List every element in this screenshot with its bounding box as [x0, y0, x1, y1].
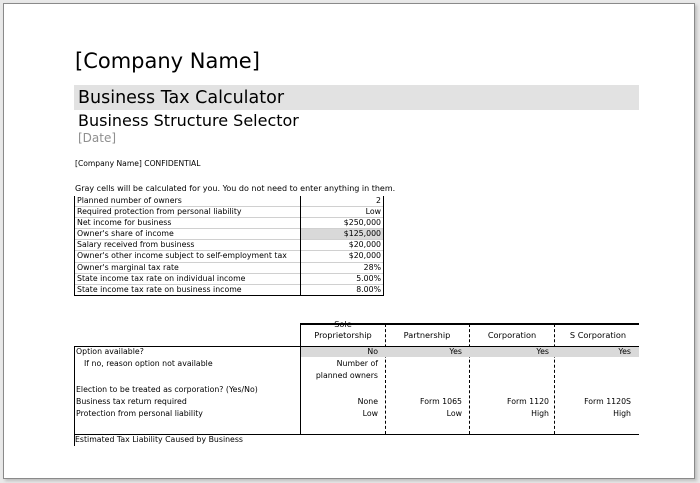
page-subtitle[interactable]: Business Structure Selector — [78, 111, 299, 130]
input-cell[interactable]: 8.00% — [301, 284, 384, 295]
input-cell[interactable]: $20,000 — [301, 251, 384, 262]
column-header-corporation[interactable]: Corporation — [487, 330, 537, 340]
tax-return-partnership[interactable]: Form 1065 — [420, 397, 462, 406]
input-cell[interactable]: $20,000 — [301, 240, 384, 251]
reason-line-2[interactable]: planned owners — [315, 371, 378, 380]
input-label: State income tax rate on individual income — [75, 273, 301, 284]
input-label: Owner's share of income — [75, 229, 301, 240]
table-row — [75, 262, 384, 273]
calculated-cell[interactable]: $125,000 — [301, 229, 384, 240]
column-divider — [300, 323, 301, 346]
table-row — [75, 273, 384, 284]
confidential-label[interactable]: [Company Name] CONFIDENTIAL — [75, 159, 201, 168]
option-available-partnership[interactable]: Yes — [449, 347, 462, 356]
row-label-election: Election to be treated as corporation? (Yes/No) — [76, 385, 258, 394]
left-border — [74, 346, 75, 434]
input-label: Owner's marginal tax rate — [75, 262, 301, 273]
table-row — [75, 207, 384, 218]
input-cell[interactable]: 28% — [301, 262, 384, 273]
column-divider — [385, 324, 386, 434]
column-divider — [469, 324, 470, 434]
row-label-reason: If no, reason option not available — [84, 359, 213, 368]
input-label: Net income for business — [75, 218, 301, 229]
tax-return-sole-prop[interactable]: None — [357, 397, 378, 406]
input-label: Required protection from personal liability — [75, 207, 301, 218]
column-divider — [554, 324, 555, 434]
table-row — [75, 196, 384, 207]
column-divider — [300, 346, 301, 434]
column-header-sole-proprietorship[interactable] — [304, 319, 382, 341]
table-row — [75, 218, 384, 229]
row-label-protection: Protection from personal liability — [76, 409, 203, 418]
input-cell[interactable]: $250,000 — [301, 218, 384, 229]
worksheet-page — [3, 3, 695, 479]
row-label-tax-return: Business tax return required — [76, 397, 187, 406]
input-table — [74, 196, 384, 296]
input-cell[interactable]: 5.00% — [301, 273, 384, 284]
table-row — [75, 240, 384, 251]
input-label: Salary received from business — [75, 240, 301, 251]
column-header-line: Proprietorship — [314, 330, 372, 340]
reason-line-1[interactable]: Number of — [336, 359, 378, 368]
column-header-partnership[interactable]: Partnership — [403, 330, 451, 340]
protection-sole-prop[interactable]: Low — [362, 409, 378, 418]
input-label: Owner's other income subject to self-employment tax — [75, 251, 301, 262]
protection-s-corporation[interactable]: High — [613, 409, 631, 418]
date-field[interactable]: [Date] — [78, 131, 117, 145]
column-header-line: Sole — [334, 319, 352, 329]
instruction-note[interactable]: Gray cells will be calculated for you. You do not need to enter anything in them. — [75, 184, 396, 193]
column-header-s-corporation[interactable]: S Corporation — [569, 330, 627, 340]
row-label-option-available: Option available? — [76, 347, 144, 356]
input-cell[interactable]: 2 — [301, 196, 384, 207]
page-title[interactable]: Business Tax Calculator — [78, 88, 285, 108]
option-available-corporation[interactable]: Yes — [536, 347, 549, 356]
input-label: State income tax rate on business income — [75, 284, 301, 295]
company-name[interactable]: [Company Name] — [75, 49, 260, 73]
estimated-tax-liability-label[interactable]: Estimated Tax Liability Caused by Business — [75, 435, 243, 444]
protection-corporation[interactable]: High — [531, 409, 549, 418]
option-available-sole-prop[interactable]: No — [367, 347, 378, 356]
table-row — [75, 284, 384, 295]
table-row — [75, 229, 384, 240]
table-row — [75, 251, 384, 262]
protection-partnership[interactable]: Low — [446, 409, 462, 418]
input-cell[interactable]: Low — [301, 207, 384, 218]
input-label: Planned number of owners — [75, 196, 301, 207]
tax-return-s-corporation[interactable]: Form 1120S — [584, 397, 631, 406]
option-available-s-corporation[interactable]: Yes — [618, 347, 631, 356]
tax-return-corporation[interactable]: Form 1120 — [507, 397, 549, 406]
